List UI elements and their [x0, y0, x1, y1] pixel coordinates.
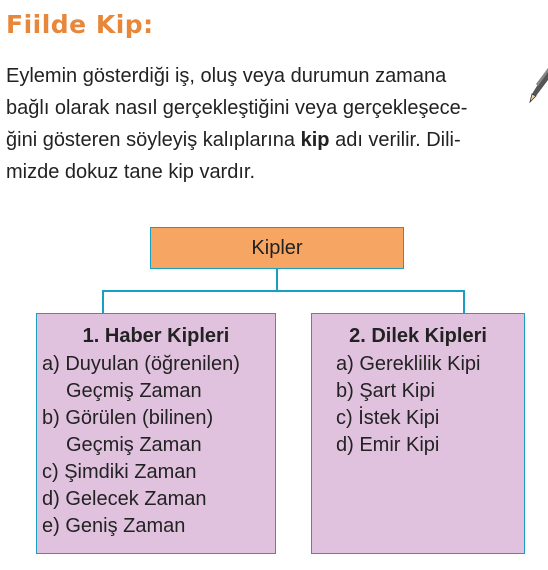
- dilek-kipleri-list: [312, 351, 524, 459]
- paragraph-line-3-end: adı verilir. Dili-: [329, 129, 461, 151]
- haber-kipleri-list: [37, 351, 275, 540]
- list-item: c) Şimdiki Zaman: [42, 461, 197, 483]
- section-title: Fiilde Kip:: [6, 10, 154, 39]
- paragraph-line-1: Eylemin gösterdiği iş, oluş veya durumun zamana: [6, 65, 447, 87]
- list-item-sub: Geçmiş Zaman: [66, 434, 202, 456]
- paragraph-line-2: bağlı olarak nasıl gerçekleştiğini veya gerçekleşece-: [6, 97, 468, 119]
- paragraph-line-3-start: ğini gösteren söyleyiş kalıplarına: [6, 129, 301, 151]
- connector-vertical-left: [102, 290, 104, 313]
- diagram-root-box: [150, 227, 404, 269]
- list-item: e) Geniş Zaman: [42, 515, 186, 537]
- definition-paragraph: [6, 60, 546, 188]
- connector-horizontal: [102, 290, 464, 292]
- paragraph-line-3: [6, 124, 546, 156]
- paragraph-line-4: mizde dokuz tane kip vardır.: [6, 161, 256, 183]
- list-item-sub: Geçmiş Zaman: [66, 380, 202, 402]
- list-item: [42, 405, 275, 459]
- list-item: c) İstek Kipi: [336, 407, 440, 429]
- list-item-label: b) Görülen (bilinen): [42, 407, 214, 429]
- haber-kipleri-box: [36, 313, 276, 554]
- list-item: b) Şart Kipi: [336, 380, 435, 402]
- diagram-root-label: Kipler: [251, 236, 303, 259]
- pen-icon: [528, 66, 548, 106]
- keyword-kip: kip: [300, 129, 330, 151]
- connector-vertical-right: [463, 290, 465, 313]
- list-item: [42, 351, 275, 405]
- connector-vertical-root: [276, 269, 278, 291]
- list-item: d) Gelecek Zaman: [42, 488, 207, 510]
- list-item: d) Emir Kipi: [336, 434, 440, 456]
- list-item-label: a) Duyulan (öğrenilen): [42, 353, 240, 375]
- dilek-kipleri-heading: 2. Dilek Kipleri: [349, 325, 487, 347]
- haber-kipleri-heading: 1. Haber Kipleri: [82, 325, 230, 347]
- dilek-kipleri-box: [311, 313, 525, 554]
- list-item: a) Gereklilik Kipi: [336, 353, 481, 375]
